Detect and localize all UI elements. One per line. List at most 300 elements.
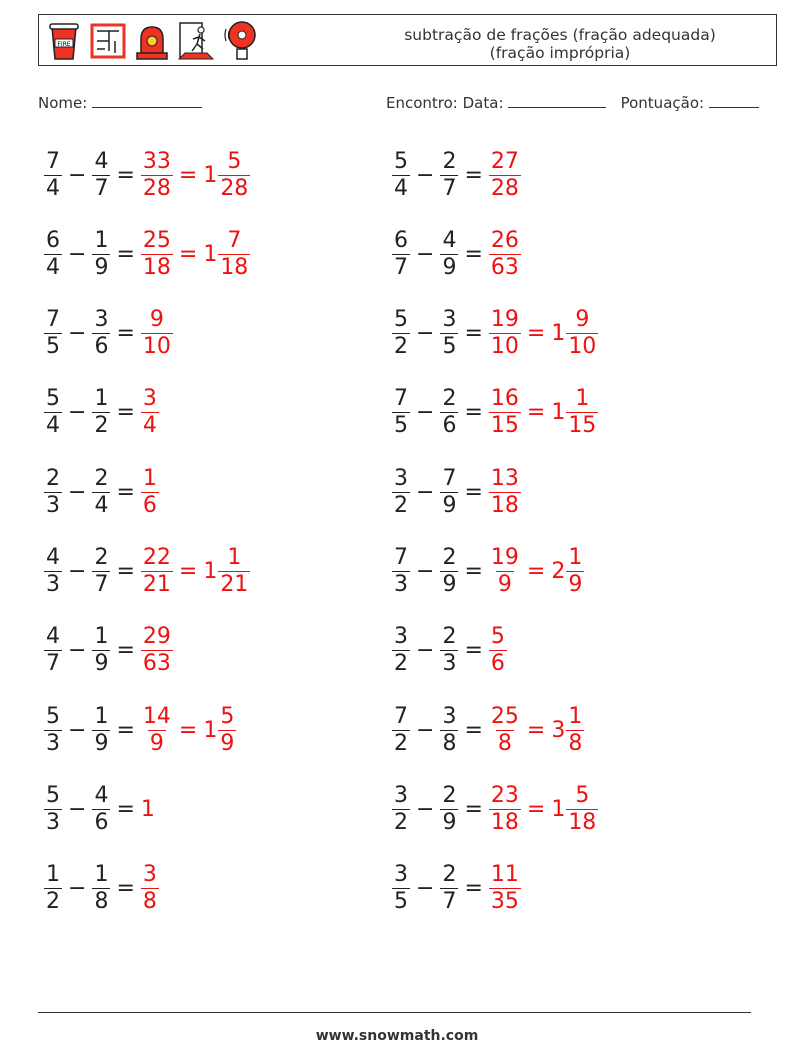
numerator: 22 xyxy=(142,545,171,570)
numerator: 3 xyxy=(442,307,457,333)
mixed-number-whole: 1 xyxy=(203,717,218,743)
minus-sign: − xyxy=(416,638,435,664)
subtrahend-fraction xyxy=(440,862,458,915)
minuend-fraction xyxy=(44,466,62,519)
numerator: 7 xyxy=(394,545,408,570)
minus-sign: − xyxy=(68,321,87,347)
minus-sign: − xyxy=(68,559,87,584)
name-field xyxy=(38,93,202,112)
numerator: 5 xyxy=(490,624,505,650)
denominator: 6 xyxy=(142,492,157,518)
minus-sign: − xyxy=(68,400,87,426)
denominator: 3 xyxy=(46,809,60,835)
minuend-fraction xyxy=(392,783,410,836)
answer-equals-sign: = xyxy=(526,559,546,584)
minus-sign: − xyxy=(68,638,87,664)
denominator: 10 xyxy=(490,334,519,360)
numerator: 5 xyxy=(394,148,408,174)
alarm-light-icon xyxy=(133,19,171,63)
numerator: 2 xyxy=(94,465,109,491)
minuend-fraction xyxy=(44,307,62,360)
mixed-number-fraction xyxy=(218,704,236,757)
denominator: 8 xyxy=(142,889,157,915)
problem-item xyxy=(44,537,250,607)
equals-sign: = xyxy=(116,717,135,743)
problem-item xyxy=(44,616,173,686)
numerator: 5 xyxy=(394,307,408,333)
footer-divider xyxy=(38,1012,751,1013)
mixed-number-whole: 2 xyxy=(551,559,566,584)
denominator: 6 xyxy=(94,334,109,360)
subtrahend-fraction xyxy=(92,386,110,439)
answer-whole: 1 xyxy=(140,796,155,822)
mixed-number-whole: 1 xyxy=(551,321,566,347)
worksheet-title xyxy=(370,26,750,62)
numerator: 3 xyxy=(394,862,408,888)
denominator: 21 xyxy=(220,572,249,597)
numerator: 2 xyxy=(442,862,457,888)
answer-fraction xyxy=(141,307,173,360)
denominator: 28 xyxy=(142,175,171,201)
numerator: 2 xyxy=(442,624,457,650)
denominator: 9 xyxy=(497,572,512,597)
numerator: 4 xyxy=(46,545,60,570)
subtrahend-fraction xyxy=(92,704,110,757)
minuend-fraction xyxy=(392,862,410,915)
numerator: 19 xyxy=(490,307,519,333)
denominator: 18 xyxy=(490,492,519,518)
minuend-fraction xyxy=(392,704,410,757)
numerator: 4 xyxy=(94,782,109,808)
denominator: 9 xyxy=(442,254,457,280)
denominator: 4 xyxy=(394,175,408,201)
numerator: 33 xyxy=(142,148,171,174)
mixed-number-whole: 1 xyxy=(203,559,218,584)
numerator: 23 xyxy=(490,782,519,808)
mixed-number-whole: 1 xyxy=(551,796,566,822)
worksheet-header xyxy=(38,14,777,66)
subtrahend-fraction xyxy=(92,228,110,281)
minus-sign: − xyxy=(68,241,87,267)
subtrahend-fraction xyxy=(440,149,458,202)
numerator: 2 xyxy=(94,545,109,570)
minus-sign: − xyxy=(416,876,435,902)
answer-fraction xyxy=(489,466,521,519)
subtrahend-fraction xyxy=(440,386,458,439)
answer-fraction xyxy=(489,545,521,598)
fire-bell-icon xyxy=(221,19,259,63)
denominator: 2 xyxy=(394,651,408,677)
numerator: 7 xyxy=(46,148,60,174)
minus-sign: − xyxy=(416,162,435,188)
numerator: 6 xyxy=(394,227,408,253)
denominator: 63 xyxy=(142,651,171,677)
subtrahend-fraction xyxy=(440,783,458,836)
equals-sign: = xyxy=(116,876,135,902)
numerator: 7 xyxy=(46,307,60,333)
equals-sign: = xyxy=(116,559,135,584)
numerator: 2 xyxy=(442,545,457,570)
answer-equals-sign: = xyxy=(526,796,546,822)
numerator: 1 xyxy=(94,703,109,729)
name-blank[interactable] xyxy=(92,93,202,108)
numerator: 5 xyxy=(575,782,590,808)
numerator: 14 xyxy=(142,703,171,729)
mixed-number-whole: 1 xyxy=(203,162,218,188)
denominator: 3 xyxy=(46,730,60,756)
problem-item xyxy=(44,457,159,527)
equals-sign: = xyxy=(116,400,135,426)
score-label: Pontuação: xyxy=(620,94,705,112)
minus-sign: − xyxy=(416,559,435,584)
numerator: 9 xyxy=(149,307,164,333)
numerator: 5 xyxy=(46,386,60,412)
denominator: 7 xyxy=(442,889,457,915)
subtrahend-fraction xyxy=(440,466,458,519)
problem-item xyxy=(44,774,155,844)
answer-fraction xyxy=(141,545,173,598)
denominator: 2 xyxy=(394,334,408,360)
answer-fraction xyxy=(489,624,507,677)
minus-sign: − xyxy=(416,321,435,347)
numerator: 26 xyxy=(490,227,519,253)
problem-item xyxy=(44,299,173,369)
answer-fraction xyxy=(489,228,521,281)
denominator: 7 xyxy=(94,175,109,201)
answer-fraction xyxy=(141,466,159,519)
answer-equals-sign: = xyxy=(178,162,198,188)
numerator: 2 xyxy=(442,386,457,412)
denominator: 28 xyxy=(220,175,249,201)
denominator: 9 xyxy=(442,572,457,597)
denominator: 2 xyxy=(46,889,60,915)
numerator: 3 xyxy=(394,782,408,808)
answer-fraction xyxy=(141,149,173,202)
equals-sign: = xyxy=(464,479,483,505)
denominator: 4 xyxy=(46,175,60,201)
numerator: 4 xyxy=(442,227,457,253)
minus-sign: − xyxy=(416,796,435,822)
denominator: 2 xyxy=(94,413,109,439)
answer-fraction xyxy=(141,704,173,757)
answer-fraction xyxy=(489,783,521,836)
equals-sign: = xyxy=(464,796,483,822)
encounter-date-label: Encontro: Data: xyxy=(386,94,504,112)
denominator: 7 xyxy=(46,651,60,677)
minuend-fraction xyxy=(44,624,62,677)
numerator: 2 xyxy=(442,782,457,808)
problem-item xyxy=(392,378,598,448)
numerator: 1 xyxy=(94,862,109,888)
equals-sign: = xyxy=(464,876,483,902)
denominator: 9 xyxy=(442,809,457,835)
numerator: 1 xyxy=(46,862,60,888)
denominator: 5 xyxy=(442,334,457,360)
problem-item xyxy=(392,616,507,686)
name-label: Nome: xyxy=(38,94,88,112)
numerator: 6 xyxy=(46,227,60,253)
denominator: 9 xyxy=(149,730,164,756)
score-blank[interactable] xyxy=(709,93,759,108)
minus-sign: − xyxy=(416,400,435,426)
numerator: 7 xyxy=(394,703,408,729)
answer-fraction xyxy=(141,228,173,281)
mixed-number-fraction xyxy=(218,545,250,598)
equals-sign: = xyxy=(116,796,135,822)
numerator: 27 xyxy=(490,148,519,174)
numerator: 4 xyxy=(46,624,60,650)
minus-sign: − xyxy=(416,241,435,267)
equals-sign: = xyxy=(464,717,483,743)
mixed-number-fraction xyxy=(566,545,584,598)
numerator: 5 xyxy=(46,703,60,729)
denominator: 63 xyxy=(490,254,519,280)
title-line-2: (fração imprópria) xyxy=(489,44,631,62)
minus-sign: − xyxy=(416,479,435,505)
numerator: 5 xyxy=(220,703,235,729)
denominator: 18 xyxy=(490,809,519,835)
denominator: 8 xyxy=(442,730,457,756)
minus-sign: − xyxy=(68,717,87,743)
numerator: 4 xyxy=(94,148,109,174)
subtrahend-fraction xyxy=(440,704,458,757)
denominator: 15 xyxy=(568,413,597,439)
denominator: 10 xyxy=(142,334,171,360)
minuend-fraction xyxy=(44,228,62,281)
answer-equals-sign: = xyxy=(526,321,546,347)
floor-plan-icon xyxy=(89,19,127,63)
title-line-1: subtração de frações (fração adequada) xyxy=(404,26,716,44)
minuend-fraction xyxy=(392,545,410,598)
denominator: 9 xyxy=(94,254,109,280)
denominator: 6 xyxy=(490,651,505,677)
denominator: 4 xyxy=(94,492,109,518)
problem-item xyxy=(392,140,521,210)
minuend-fraction xyxy=(44,783,62,836)
denominator: 18 xyxy=(568,809,597,835)
numerator: 5 xyxy=(227,148,242,174)
answer-fraction xyxy=(489,386,521,439)
numerator: 1 xyxy=(568,703,583,729)
denominator: 3 xyxy=(394,572,408,597)
denominator: 28 xyxy=(490,175,519,201)
answer-fraction xyxy=(141,624,173,677)
minuend-fraction xyxy=(44,149,62,202)
equals-sign: = xyxy=(464,559,483,584)
answer-fraction xyxy=(489,307,521,360)
mixed-number-fraction xyxy=(566,307,598,360)
numerator: 7 xyxy=(227,227,242,253)
problem-item xyxy=(392,854,521,924)
equals-sign: = xyxy=(464,400,483,426)
denominator: 21 xyxy=(142,572,171,597)
numerator: 7 xyxy=(442,465,457,491)
problem-item xyxy=(392,774,598,844)
minus-sign: − xyxy=(68,479,87,505)
minuend-fraction xyxy=(392,307,410,360)
denominator: 8 xyxy=(497,730,512,756)
problem-item xyxy=(392,537,584,607)
mixed-number-whole: 3 xyxy=(551,717,566,743)
numerator: 25 xyxy=(142,227,171,253)
mixed-number-fraction xyxy=(566,783,598,836)
numerator: 7 xyxy=(394,386,408,412)
minuend-fraction xyxy=(44,545,62,598)
problem-item xyxy=(44,695,236,765)
denominator: 3 xyxy=(46,492,60,518)
denominator: 4 xyxy=(142,413,157,439)
svg-text:FIRE: FIRE xyxy=(57,41,71,48)
subtrahend-fraction xyxy=(440,307,458,360)
date-score-field xyxy=(386,93,759,112)
mixed-number-fraction xyxy=(566,704,584,757)
equals-sign: = xyxy=(464,241,483,267)
denominator: 7 xyxy=(442,175,457,201)
problem-item xyxy=(392,695,584,765)
problem-item xyxy=(392,299,598,369)
numerator: 3 xyxy=(394,624,408,650)
subtrahend-fraction xyxy=(440,624,458,677)
numerator: 11 xyxy=(490,862,519,888)
denominator: 2 xyxy=(394,492,408,518)
answer-equals-sign: = xyxy=(526,717,546,743)
numerator: 2 xyxy=(46,465,60,491)
denominator: 10 xyxy=(568,334,597,360)
problem-item xyxy=(392,457,521,527)
equals-sign: = xyxy=(464,162,483,188)
denominator: 8 xyxy=(94,889,109,915)
denominator: 2 xyxy=(394,809,408,835)
minuend-fraction xyxy=(392,386,410,439)
answer-fraction xyxy=(489,704,521,757)
emergency-exit-icon xyxy=(177,19,215,63)
problem-item xyxy=(44,854,159,924)
subtrahend-fraction xyxy=(92,307,110,360)
minuend-fraction xyxy=(44,862,62,915)
denominator: 4 xyxy=(46,413,60,439)
denominator: 5 xyxy=(46,334,60,360)
denominator: 9 xyxy=(568,572,583,597)
subtrahend-fraction xyxy=(92,466,110,519)
answer-equals-sign: = xyxy=(178,717,198,743)
equals-sign: = xyxy=(116,479,135,505)
numerator: 29 xyxy=(142,624,171,650)
answer-equals-sign: = xyxy=(178,559,198,584)
numerator: 9 xyxy=(575,307,590,333)
subtrahend-fraction xyxy=(440,228,458,281)
minuend-fraction xyxy=(392,624,410,677)
denominator: 6 xyxy=(94,809,109,835)
numerator: 1 xyxy=(94,227,109,253)
answer-fraction xyxy=(141,386,159,439)
header-icons xyxy=(45,19,259,63)
denominator: 9 xyxy=(442,492,457,518)
numerator: 16 xyxy=(490,386,519,412)
numerator: 1 xyxy=(94,624,109,650)
subtrahend-fraction xyxy=(92,862,110,915)
subtrahend-fraction xyxy=(92,783,110,836)
mixed-number-fraction xyxy=(566,386,598,439)
equals-sign: = xyxy=(464,321,483,347)
mixed-number-fraction xyxy=(218,149,250,202)
denominator: 5 xyxy=(394,889,408,915)
denominator: 3 xyxy=(442,651,457,677)
numerator: 1 xyxy=(227,545,242,570)
denominator: 6 xyxy=(442,413,457,439)
subtrahend-fraction xyxy=(92,149,110,202)
denominator: 15 xyxy=(490,413,519,439)
denominator: 9 xyxy=(94,730,109,756)
numerator: 5 xyxy=(46,782,60,808)
minus-sign: − xyxy=(68,162,87,188)
numerator: 25 xyxy=(490,703,519,729)
equals-sign: = xyxy=(116,162,135,188)
mixed-number-whole: 1 xyxy=(551,400,566,426)
equals-sign: = xyxy=(116,241,135,267)
mixed-number-fraction xyxy=(218,228,250,281)
numerator: 1 xyxy=(568,545,583,570)
problem-item xyxy=(44,219,250,289)
denominator: 3 xyxy=(46,572,60,597)
date-blank[interactable] xyxy=(508,93,606,108)
denominator: 18 xyxy=(142,254,171,280)
denominator: 18 xyxy=(220,254,249,280)
minuend-fraction xyxy=(392,466,410,519)
answer-equals-sign: = xyxy=(178,241,198,267)
fire-bucket-icon xyxy=(45,19,83,63)
denominator: 35 xyxy=(490,889,519,915)
problem-item xyxy=(392,219,521,289)
numerator: 3 xyxy=(442,703,457,729)
numerator: 3 xyxy=(394,465,408,491)
minuend-fraction xyxy=(392,228,410,281)
answer-equals-sign: = xyxy=(526,400,546,426)
minus-sign: − xyxy=(68,876,87,902)
numerator: 2 xyxy=(442,148,457,174)
minus-sign: − xyxy=(416,717,435,743)
numerator: 3 xyxy=(94,307,109,333)
minuend-fraction xyxy=(44,386,62,439)
numerator: 3 xyxy=(142,862,157,888)
answer-fraction xyxy=(489,149,521,202)
denominator: 8 xyxy=(568,730,583,756)
problem-item xyxy=(44,378,159,448)
subtrahend-fraction xyxy=(92,545,110,598)
equals-sign: = xyxy=(116,321,135,347)
denominator: 7 xyxy=(394,254,408,280)
answer-fraction xyxy=(141,862,159,915)
denominator: 2 xyxy=(394,730,408,756)
numerator: 19 xyxy=(490,545,519,570)
numerator: 13 xyxy=(490,465,519,491)
denominator: 7 xyxy=(94,572,109,597)
subtrahend-fraction xyxy=(440,545,458,598)
mixed-number-whole: 1 xyxy=(203,241,218,267)
minuend-fraction xyxy=(44,704,62,757)
problem-item xyxy=(44,140,250,210)
numerator: 1 xyxy=(575,386,590,412)
subtrahend-fraction xyxy=(92,624,110,677)
denominator: 5 xyxy=(394,413,408,439)
numerator: 1 xyxy=(94,386,109,412)
equals-sign: = xyxy=(116,638,135,664)
footer-url: www.snowmath.com xyxy=(315,1028,479,1044)
minuend-fraction xyxy=(392,149,410,202)
answer-fraction xyxy=(489,862,521,915)
denominator: 4 xyxy=(46,254,60,280)
equals-sign: = xyxy=(464,638,483,664)
numerator: 1 xyxy=(142,465,157,491)
